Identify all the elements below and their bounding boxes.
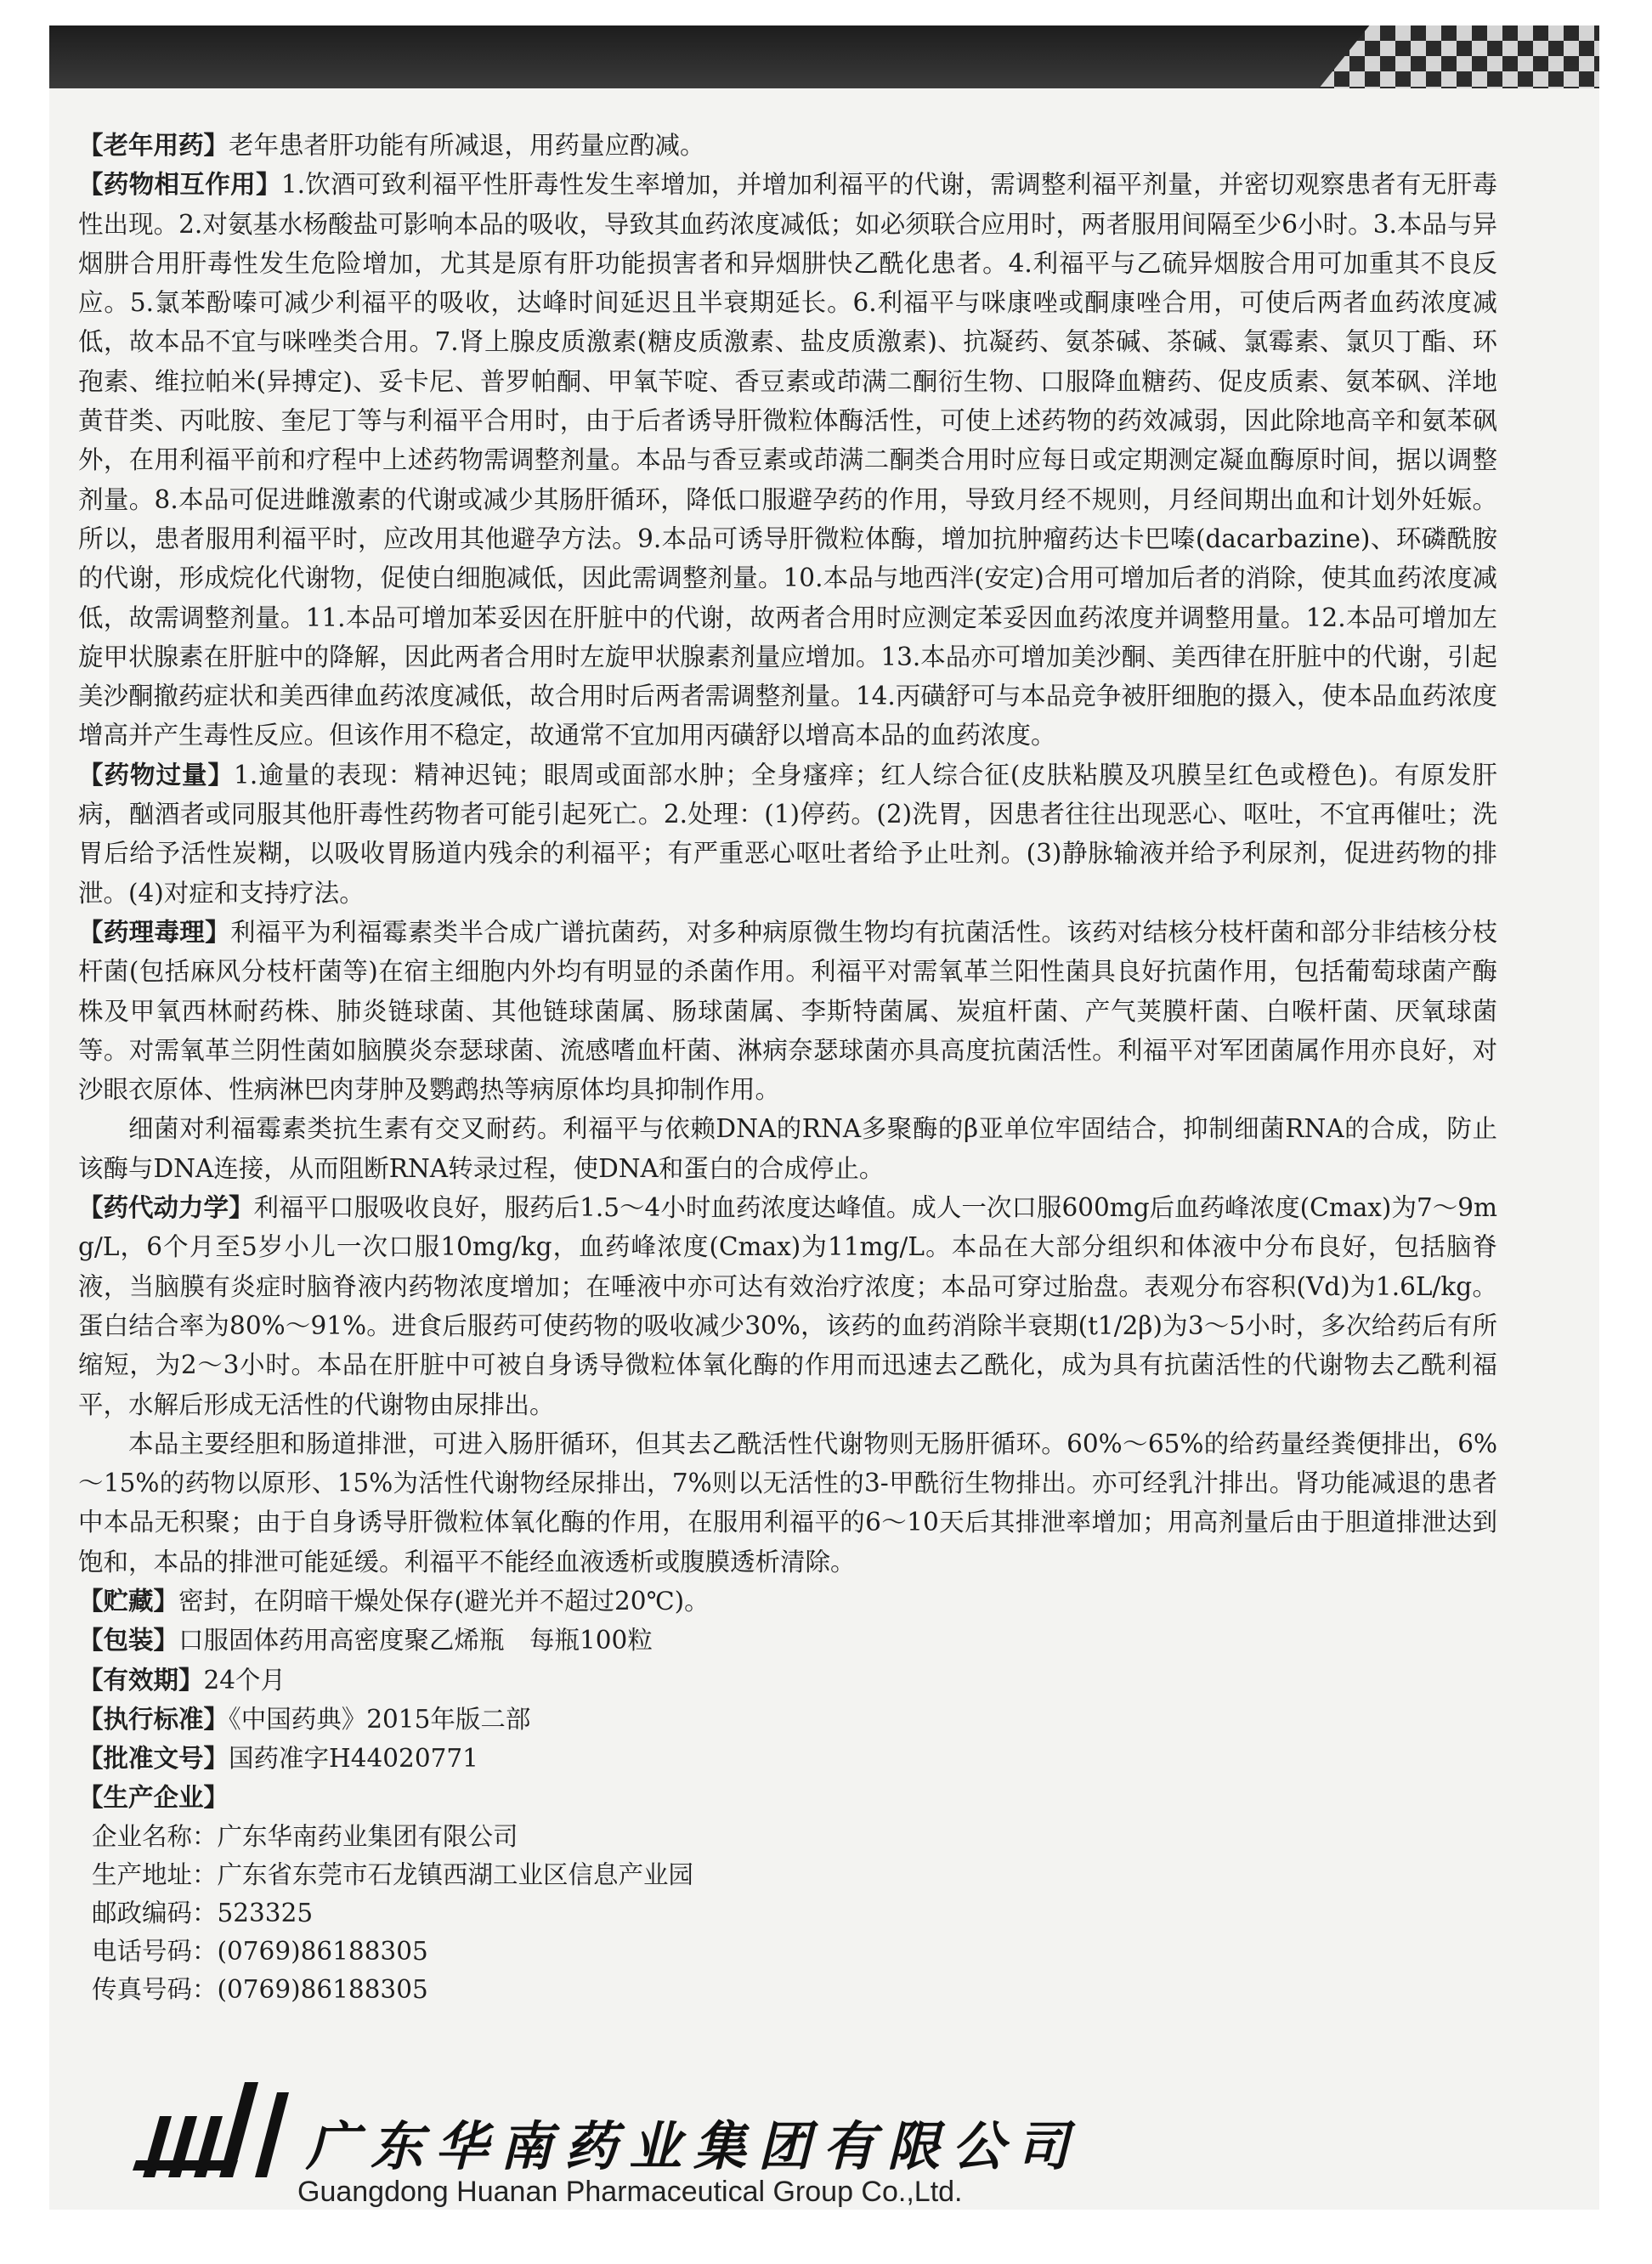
section-pharmacology xyxy=(78,913,1497,1109)
section-label: 【执行标准】 xyxy=(78,1704,229,1734)
footer-company-name: 广东华南药业集团有限公司 xyxy=(306,2115,1082,2177)
section-manufacturer xyxy=(78,1778,1497,1817)
section-package xyxy=(78,1621,1497,1660)
section-text: 1.饮酒可致利福平性肝毒性发生率增加，并增加利福平的代谢，需调整利福平剂量，并密切观察患者有无肝毒性出现。2.对氨基水杨酸盐可影响本品的吸收，导致其血药浓度减低；如必须联合应用时，两者服用间隔至少6小时。3.本品与异烟肼合用肝毒性发生危险增加，尤其是原有肝功能损害者和异烟肼快乙酰化患者。4.利福平与乙硫异烟胺合用可加重其不良反应。5.氯苯酚嗪可减少利福平的吸收，达峰时间延迟且半衰期延长。6.利福平与咪康唑或酮康唑合用，可使后两者血药浓度减低，故本品不宜与咪唑类合用。7.肾上腺皮质激素(糖皮质激素、盐皮质激素)、抗凝药、氨茶碱、茶碱、氯霉素、氯贝丁酯、环孢素、维拉帕米(异搏定)、妥卡尼、普罗帕酮、甲氧苄啶、香豆素或茚满二酮衍生物、口服降血糖药、促皮质素、氨苯砜、洋地黄苷类、丙吡胺、奎尼丁等与利福平合用时，由于后者诱导肝微粒体酶活性，可使上述药物的药效减弱，因此除地高辛和氨苯砜外，在用利福平前和疗程中上述药物需调整剂量。本品与香豆素或茚满二酮类合用时应每日或定期测定凝血酶原时间，据以调整剂量。8.本品可促进雌激素的代谢或减少其肠肝循环，降低口服避孕药的作用，导致月经不规则，月经间期出血和计划外妊娠。所以，患者服用利福平时，应改用其他避孕方法。9.本品可诱导肝微粒体酶，增加抗肿瘤药达卡巴嗪(dacarbazine)、环磷酰胺的代谢，形成烷化代谢物，促使白细胞减低，因此需调整剂量。10.本品与地西泮(安定)合用可增加后者的消除，使其血药浓度减低，故需调整剂量。11.本品可增加苯妥因在肝脏中的代谢，故两者合用时应测定苯妥因血药浓度并调整用量。12.本品可增加左旋甲状腺素在肝脏中的降解，因此两者合用时左旋甲状腺素剂量应增加。13.本品亦可增加美沙酮、美西律在肝脏中的代谢，引起美沙酮撤药症状和美西律血药浓度减低，故合用时后两者需调整剂量。14.丙磺舒可与本品竞争被肝细胞的摄入，使本品血药浓度增高并产生毒性反应。但该作用不稳定，故通常不宜加用丙磺舒以增高本品的血药浓度。 xyxy=(78,170,1497,750)
section-pharmacology-para2: 细菌对利福霉素类抗生素有交叉耐药。利福平与依赖DNA的RNA多聚酶的β亚单位牢固结合，抑制细菌RNA的合成，防止该酶与DNA连接，从而阻断RNA转录过程，使DNA和蛋白的合成停止。 xyxy=(78,1114,1497,1183)
section-label: 【批准文号】 xyxy=(78,1744,229,1774)
leaflet-body xyxy=(78,126,1497,2009)
section-approval xyxy=(78,1739,1497,1778)
section-validity xyxy=(78,1661,1497,1700)
section-label: 【有效期】 xyxy=(78,1665,204,1695)
manufacturer-contact xyxy=(78,1818,1497,2009)
section-text: 24个月 xyxy=(203,1665,286,1695)
section-text: 1.逾量的表现：精神迟钝；眼周或面部水肿；全身瘙痒；红人综合征(皮肤粘膜及巩膜呈红色或橙色)。有原发肝病，酗酒者或同服其他肝毒性药物者可能引起死亡。2.处理：(1)停药。(2)洗胃，因患者往往出现恶心、呕吐，不宜再催吐；洗胃后给予活性炭糊，以吸收胃肠道内残余的利福平；有严重恶心呕吐者给予止吐剂。(3)静脉输液并给予利尿剂，促进药物的排泄。(4)对症和支持疗法。 xyxy=(78,760,1497,908)
section-label: 【药物相互作用】 xyxy=(78,170,281,200)
section-pharmacokinetics-para2: 本品主要经胆和肠道排泄，可进入肠肝循环，但其去乙酰活性代谢物则无肠肝循环。60%～65%的给药量经粪便排出，6%～15%的药物以原形、15%为活性代谢物经尿排出，7%则以无活性的3-甲酰衍生物排出。亦可经乳汁排出。肾功能减退的患者中本品无积聚；由于自身诱导肝微粒体氧化酶的作用，在服用利福平的6～10天后其排泄率增加；用高剂量后由于胆道排泄达到饱和，本品的排泄可能延缓。利福平不能经血液透析或腹膜透析清除。 xyxy=(78,1429,1497,1576)
company-logo-icon xyxy=(127,2075,306,2186)
section-interactions xyxy=(78,165,1497,755)
top-decorative-band xyxy=(49,25,1599,88)
company-name: 企业名称：广东华南药业集团有限公司 xyxy=(92,1821,518,1851)
section-text: 老年患者肝功能有所减退，用药量应酌减。 xyxy=(229,131,705,160)
section-label: 【包装】 xyxy=(78,1626,179,1656)
section-overdose xyxy=(78,756,1497,913)
company-postcode: 邮政编码：523325 xyxy=(92,1898,314,1927)
section-text: 利福平口服吸收良好，服药后1.5～4小时血药浓度达峰值。成人一次口服600mg后血药峰浓度(Cmax)为7～9mg/L，6个月至5岁小儿一次口服10mg/kg，血药峰浓度(Cmax)为11mg/L。本品在大部分组织和体液中分布良好，包括脑脊液，当脑膜有炎症时脑脊液内药物浓度增加；在唾液中亦可达有效治疗浓度；本品可穿过胎盘。表观分布容积(Vd)为1.6L/kg。蛋白结合率为80%～91%。进食后服药可使药物的吸收减少30%，该药的血药消除半衰期(t1/2β)为3～5小时，多次给药后有所缩短，为2～3小时。本品在肝脏中可被自身诱导微粒体氧化酶的作用而迅速去乙酰化，成为具有抗菌活性的代谢物去乙酰利福平，水解后形成无活性的代谢物由尿排出。 xyxy=(78,1193,1497,1419)
section-text: 利福平为利福霉素类半合成广谱抗菌药，对多种病原微生物均有抗菌活性。该药对结核分枝杆菌和部分非结核分枝杆菌(包括麻风分枝杆菌等)在宿主细胞内外均有明显的杀菌作用。利福平对需氧革兰阳性菌具良好抗菌作用，包括葡萄球菌产酶株及甲氧西林耐药株、肺炎链球菌、其他链球菌属、肠球菌属、李斯特菌属、炭疽杆菌、产气荚膜杆菌、白喉杆菌、厌氧球菌等。对需氧革兰阴性菌如脑膜炎奈瑟球菌、流感嗜血杆菌、淋病奈瑟球菌亦具高度抗菌活性。利福平对军团菌属作用亦良好，对沙眼衣原体、性病淋巴肉芽肿及鹦鹉热等病原体均具抑制作用。 xyxy=(78,917,1497,1105)
checkered-pattern xyxy=(1319,25,1599,88)
section-label: 【贮藏】 xyxy=(78,1586,179,1616)
section-label: 【药代动力学】 xyxy=(78,1193,254,1223)
section-storage xyxy=(78,1582,1497,1621)
company-address: 生产地址：广东省东莞市石龙镇西湖工业区信息产业园 xyxy=(92,1859,694,1889)
company-fax: 传真号码：(0769)86188305 xyxy=(92,1974,428,2004)
section-label: 【生产企业】 xyxy=(78,1783,229,1813)
section-text: 口服固体药用高密度聚乙烯瓶 每瓶100粒 xyxy=(178,1626,653,1656)
section-label: 【药理毒理】 xyxy=(78,917,230,947)
section-pharmacokinetics xyxy=(78,1188,1497,1424)
section-text: 密封，在阴暗干燥处保存(避光并不超过20℃)。 xyxy=(178,1586,710,1616)
section-standard xyxy=(78,1700,1497,1739)
section-elderly xyxy=(78,126,1497,165)
section-label: 【药物过量】 xyxy=(78,760,235,790)
section-label: 【老年用药】 xyxy=(78,131,229,160)
footer-company-name-en: Guangdong Huanan Pharmaceutical Group Co.,Ltd. xyxy=(297,2176,963,2208)
section-text: 《中国药典》2015年版二部 xyxy=(229,1704,531,1734)
company-phone: 电话号码：(0769)86188305 xyxy=(92,1936,428,1966)
section-text: 国药准字H44020771 xyxy=(229,1744,478,1774)
